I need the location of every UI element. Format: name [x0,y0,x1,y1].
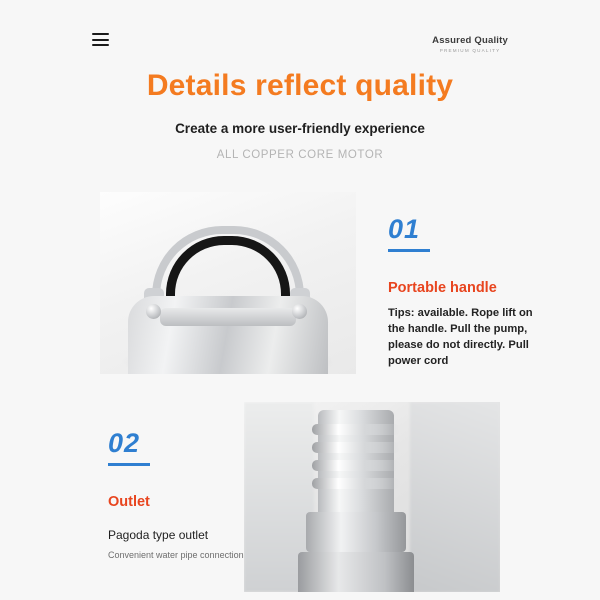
pump-handle-photo [100,192,356,374]
section-body-01: Tips: available. Rope lift on the handle. Pull the pump, please do not directly. Pull power cord [388,307,533,367]
section-02-line2: Convenient water pipe connection [108,550,244,560]
bolt-right [292,304,307,319]
pagoda-outlet-photo [244,402,500,592]
section-heading-01: Portable handle [388,280,497,296]
section-number-01: 01 [388,214,421,244]
section-heading-02: Outlet [108,494,150,510]
photo-bg-right [410,402,500,592]
bolt-left [146,304,161,319]
section-02-text [108,428,258,560]
outlet-ridge-4 [312,478,400,489]
brand-tagline: PREMIUM QUALITY [439,47,501,53]
outlet-ridge-1 [312,424,400,435]
menu-bar-1 [92,33,109,35]
section-rule-02 [108,463,150,466]
brand-logo [432,36,508,53]
page-tagline: ALL COPPER CORE MOTOR [216,149,384,161]
outlet-ridge-2 [312,442,400,453]
page-title: Details reflect quality [146,69,454,102]
top-bar [0,0,600,66]
menu-bar-2 [92,39,109,41]
outlet-bottom [298,552,414,592]
hero-title-block [0,68,600,161]
page-subtitle: Create a more user-friendly experience [175,121,425,136]
menu-bar-3 [92,44,109,46]
outlet-base [306,512,406,552]
section-number-02: 02 [108,428,141,458]
section-02-line1: Pagoda type outlet [108,528,209,542]
brand-name: Assured Quality [432,35,508,46]
outlet-ridge-3 [312,460,400,471]
section-rule-01 [388,249,430,252]
pump-top-plate [160,308,296,326]
section-01-text [388,214,548,370]
hamburger-menu-icon[interactable] [92,33,109,46]
